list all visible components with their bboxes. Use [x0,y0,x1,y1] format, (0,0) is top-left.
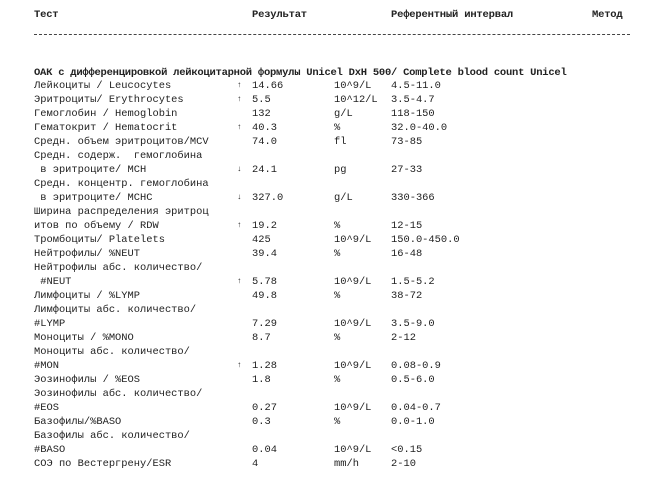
result-value: 132 [252,108,271,120]
reference-range: 150.0-450.0 [391,234,460,246]
result-value: 5.5 [252,94,271,106]
reference-range: 27-33 [391,164,423,176]
result-value: 24.1 [252,164,277,176]
section-title: ОАК с дифференцировкой лейкоцитарной формулы Unicel DxH 500/ Complete blood count Unicel [34,67,567,79]
table-row [0,177,660,191]
flag-indicator: ↑ [237,123,242,132]
table-row [0,93,660,107]
test-name: Гемоглобин / Hemoglobin [34,108,178,120]
table-row [0,219,660,233]
result-value: 0.04 [252,444,277,456]
test-name: Тромбоциты/ Platelets [34,234,165,246]
reference-range: 2-10 [391,458,416,470]
unit-value: g/L [334,192,353,204]
table-row [0,303,660,317]
reference-range: 16-48 [391,248,423,260]
table-row [0,331,660,345]
unit-value: % [334,374,341,386]
result-value: 7.29 [252,318,277,330]
reference-range: 4.5-11.0 [391,80,441,92]
reference-range: 2-12 [391,332,416,344]
flag-indicator: ↑ [237,95,242,104]
reference-range: 1.5-5.2 [391,276,435,288]
test-name: Лимфоциты / %LYMP [34,290,141,302]
test-name: Средн. содерж. гемоглобина [34,150,203,162]
unit-value: % [334,122,341,134]
test-name: Лейкоциты / Leucocytes [34,80,172,92]
table-row [0,135,660,149]
test-name: Нейтрофилы абс. количество/ [34,262,203,274]
table-row [0,345,660,359]
test-name: Ширина распределения эритроц [34,206,209,218]
unit-value: % [334,248,341,260]
test-name: СОЭ по Вестергрену/ESR [34,458,172,470]
table-row [0,205,660,219]
table-row [0,401,660,415]
table-row [0,387,660,401]
reference-range: 12-15 [391,220,423,232]
table-row [0,359,660,373]
result-value: 4 [252,458,259,470]
test-name: Моноциты абс. количество/ [34,346,190,358]
table-row [0,373,660,387]
table-row [0,233,660,247]
unit-value: 10^9/L [334,80,372,92]
result-value: 425 [252,234,271,246]
header-result: Результат [252,9,307,21]
unit-value: g/L [334,108,353,120]
table-row [0,163,660,177]
test-name: Гематокрит / Hematocrit [34,122,178,134]
test-name: #BASO [34,444,66,456]
result-value: 8.7 [252,332,271,344]
unit-value: pg [334,164,347,176]
flag-indicator: ↑ [237,221,242,230]
result-value: 1.8 [252,374,271,386]
result-value: 14.66 [252,80,284,92]
test-name: Эритроциты/ Erythrocytes [34,94,184,106]
table-row [0,121,660,135]
table-row [0,261,660,275]
unit-value: 10^9/L [334,360,372,372]
reference-range: 32.0-40.0 [391,122,448,134]
unit-value: 10^9/L [334,276,372,288]
test-name: Эозинофилы абс. количество/ [34,388,203,400]
table-row [0,289,660,303]
test-name: в эритроците/ MCHC [34,192,153,204]
unit-value: % [334,220,341,232]
unit-value: % [334,332,341,344]
reference-range: <0.15 [391,444,423,456]
unit-value: 10^9/L [334,234,372,246]
unit-value: fl [334,136,347,148]
unit-value: mm/h [334,458,359,470]
table-row [0,191,660,205]
result-value: 49.8 [252,290,277,302]
reference-range: 73-85 [391,136,423,148]
flag-indicator: ↓ [237,193,242,202]
result-value: 1.28 [252,360,277,372]
test-name: #NEUT [34,276,72,288]
table-row [0,79,660,93]
table-row [0,415,660,429]
test-name: #MON [34,360,59,372]
result-value: 327.0 [252,192,284,204]
result-value: 0.3 [252,416,271,428]
reference-range: 118-150 [391,108,435,120]
header-reference: Референтный интервал [391,9,514,21]
reference-range: 0.5-6.0 [391,374,435,386]
table-row [0,107,660,121]
reference-range: 0.08-0.9 [391,360,441,372]
test-name: #EOS [34,402,59,414]
header-divider [34,34,630,35]
table-row [0,443,660,457]
test-name: Средн. объем эритроцитов/MCV [34,136,209,148]
result-value: 5.78 [252,276,277,288]
unit-value: % [334,290,341,302]
unit-value: % [334,416,341,428]
header-test: Тест [34,9,59,21]
table-row [0,457,660,471]
unit-value: 10^9/L [334,444,372,456]
flag-indicator: ↓ [237,165,242,174]
table-row [0,429,660,443]
reference-range: 330-366 [391,192,435,204]
test-name: Базофилы абс. количество/ [34,430,190,442]
unit-value: 10^9/L [334,402,372,414]
test-name: Лимфоциты абс. количество/ [34,304,197,316]
result-value: 74.0 [252,136,277,148]
result-value: 19.2 [252,220,277,232]
reference-range: 0.04-0.7 [391,402,441,414]
test-name: Моноциты / %MONO [34,332,134,344]
flag-indicator: ↑ [237,277,242,286]
table-row [0,275,660,289]
reference-range: 3.5-4.7 [391,94,435,106]
header-method: Метод [592,9,623,21]
reference-range: 3.5-9.0 [391,318,435,330]
test-name: Эозинофилы / %EOS [34,374,141,386]
test-name: итов по объему / RDW [34,220,159,232]
table-row [0,149,660,163]
test-name: Базофилы/%BASO [34,416,122,428]
flag-indicator: ↑ [237,361,242,370]
result-value: 40.3 [252,122,277,134]
unit-value: 10^12/L [334,94,378,106]
table-row [0,247,660,261]
reference-range: 38-72 [391,290,423,302]
test-name: #LYMP [34,318,66,330]
flag-indicator: ↑ [237,81,242,90]
result-value: 39.4 [252,248,277,260]
unit-value: 10^9/L [334,318,372,330]
result-value: 0.27 [252,402,277,414]
test-name: Средн. концентр. гемоглобина [34,178,209,190]
test-name: в эритроците/ MCH [34,164,147,176]
test-name: Нейтрофилы/ %NEUT [34,248,141,260]
table-row [0,317,660,331]
reference-range: 0.0-1.0 [391,416,435,428]
